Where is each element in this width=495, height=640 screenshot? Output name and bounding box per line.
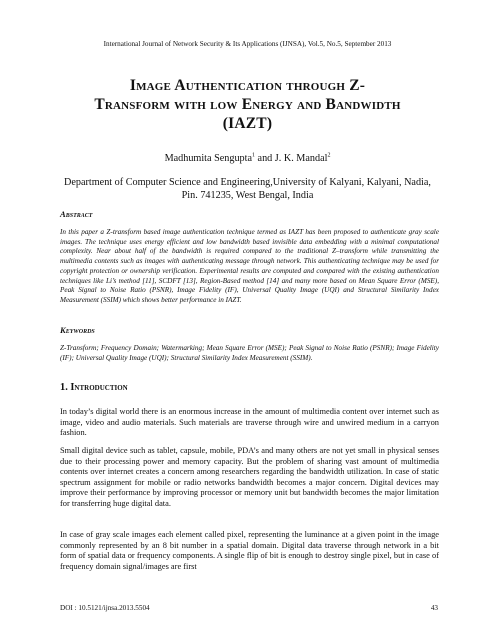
introduction-heading: 1. Introduction — [60, 382, 128, 393]
title-line-1: Image Authentication through Z- — [129, 77, 366, 94]
author-name-2: and J. K. Mandal — [255, 153, 328, 164]
abstract-text: In this paper a Z-transform based image authentication technique termed as IAZT has been proposed to authenticate gray scale images. The technique uses energy efficient and low bandwidth based invisible data embedding with a minimal computational complexity. Near about half of the bandwidth is required compared to the traditional Z–transform while transmitting the multimedia contents such as images with authenticating message through network. This authenticating technique may be used for copyright protection or ownership verification. Experimental results are computed and compared with the existing authentication techniques like Li’s method [11], SCDFT [13], Region-Based method [14] and many more based on Mean Square Error (MSE), Peak Signal to Noise Ratio (PSNR), Image Fidelity (IF), Universal Quality Image (UQI) and Structural Similarity Index Measurement (SSIM) which shows better performance in IAZT. — [60, 228, 439, 304]
affiliation-line-2: Pin. 741235, West Bengal, India — [181, 190, 314, 201]
doi-footer: DOI : 10.5121/ijnsa.2013.5504 — [60, 604, 150, 612]
intro-paragraph-1: In today’s digital world there is an enormous increase in the amount of multimedia content over internet such as image, video and audio materials. Such materials are traverse through wire and unwired medium in a carryon fashion. — [60, 407, 439, 438]
affiliation — [56, 176, 439, 202]
affiliation-line-1: Department of Computer Science and Engineering,University of Kalyani, Kalyani, Nadia, — [64, 177, 431, 188]
intro-paragraph-3: In case of gray scale images each element called pixel, representing the luminance at a given point in the image commonly represented by an 8 bit number in a spatial domain. Digital data traverse through network in a bit form of spatial data or frequency components. A single flip of bit is enough to destroy single pixel, but in case of frequency domain signal/images are first — [60, 530, 439, 571]
author-affil-2: 2 — [327, 152, 331, 159]
author-name-1: Madhumita Sengupta — [164, 153, 252, 164]
author-line — [0, 153, 495, 164]
title-line-2: Transform with low Energy and Bandwidth — [94, 96, 401, 113]
paper-title — [40, 76, 455, 133]
keywords-heading: Keywords — [60, 325, 95, 335]
keywords-text: Z-Transform; Frequency Domain; Watermarking; Mean Square Error (MSE); Peak Signal to Noise Ratio (PSNR); Image Fidelity (IF); Universal Quality Image (UQI); Structural Similarity Index Measurement (SSIM). — [60, 344, 439, 362]
intro-paragraph-2: Small digital device such as tablet, capsule, mobile, PDA’s and many others are not yet small in physical senses due to their processing power and memory capacity. But the problem of sharing vast amount of multimedia contents over internet creates a concern among researchers regarding the bandwidth utilization. In case of static spectrum assignment for mobile or radio networks bandwidth becomes a major concern. Digital devices may improve their performance by improving processor or memory unit but bandwidth becomes the major limitation for transferring huge digital data. — [60, 446, 439, 508]
running-head: International Journal of Network Security & Its Applications (IJNSA), Vol.5, No.5, September 2013 — [103, 40, 392, 48]
title-line-3: (IAZT) — [222, 115, 273, 132]
abstract-heading: Abstract — [60, 209, 93, 219]
author-affil-1: 1 — [252, 152, 255, 159]
page-number: 43 — [430, 604, 438, 612]
